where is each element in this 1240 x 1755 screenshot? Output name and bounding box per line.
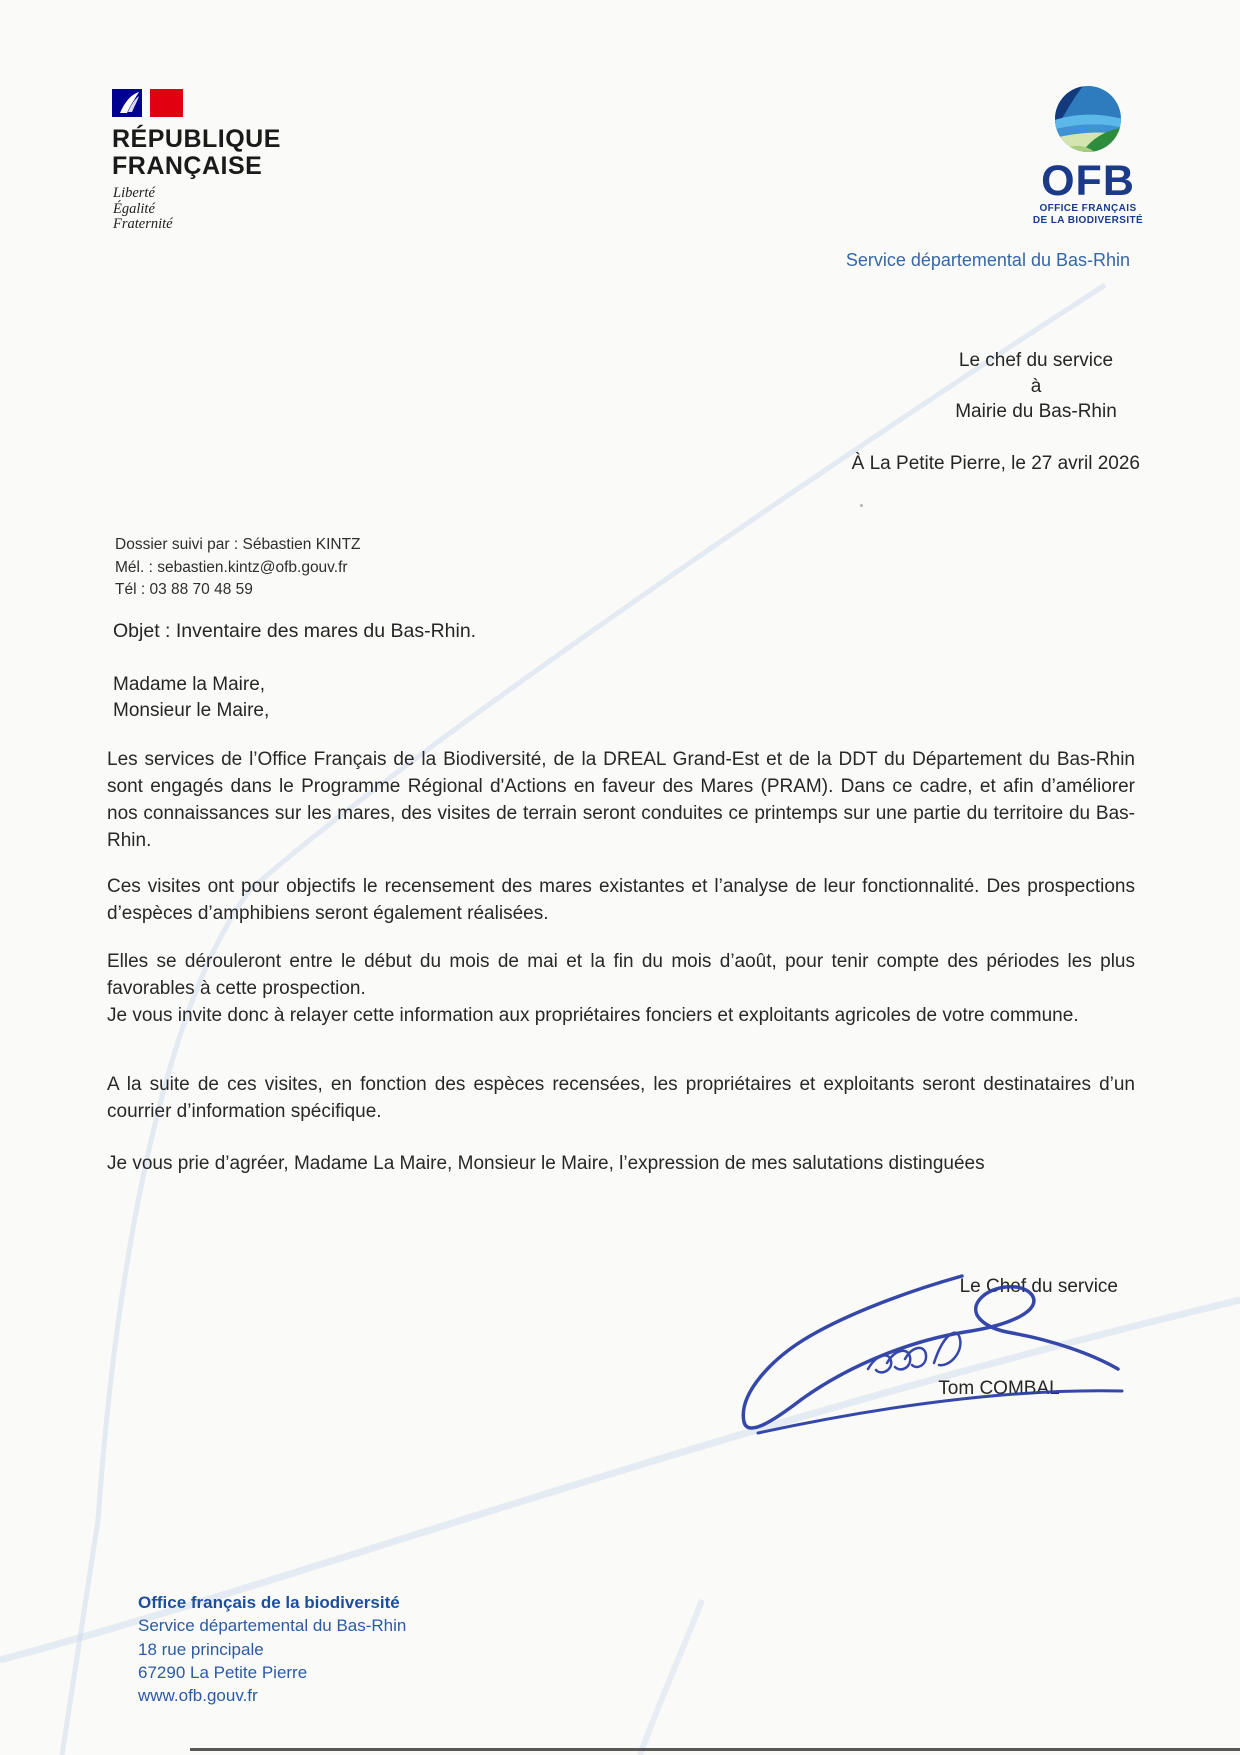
republique-line: RÉPUBLIQUE bbox=[112, 125, 281, 153]
ofb-name-line2: DE LA BIODIVERSITÉ bbox=[1032, 214, 1144, 226]
motto bbox=[113, 186, 173, 233]
motto-liberte: Liberté bbox=[113, 185, 155, 201]
addressee-title: Le chef du service bbox=[958, 350, 1114, 371]
scan-edge-line bbox=[190, 1748, 1240, 1751]
department-service-line: Service départemental du Bas-Rhin bbox=[845, 250, 1130, 270]
body-paragraph-1: Les services de l’Office Français de la Biodiversité, de la DREAL Grand-Est et de la DDT du Département du Bas-Rhin sont engagés dans le Programme Régional d'Actions en faveur des Mares (PRAM). Dans ce cadre, et afin d’améliorer nos connaissances sur les mares, des visites de terrain seront conduites ce printemps sur une partie du territoire du Bas-Rhin. bbox=[107, 749, 1135, 851]
footer-website: www.ofb.gouv.fr bbox=[138, 1686, 258, 1706]
contact-handler: Dossier suivi par : Sébastien KINTZ bbox=[115, 536, 361, 553]
ofb-logo bbox=[1018, 86, 1158, 226]
place-date-line: À La Petite Pierre, le 27 avril 2026 bbox=[851, 453, 1140, 474]
handwritten-signature bbox=[730, 1272, 1140, 1437]
footer-address-street: 18 rue principale bbox=[138, 1639, 264, 1659]
addressee-block bbox=[936, 348, 1136, 425]
footer-address-city: 67290 La Petite Pierre bbox=[138, 1662, 308, 1682]
republique-francaise-wordmark bbox=[112, 126, 281, 180]
contact-block bbox=[115, 534, 361, 602]
body-paragraph-4: A la suite de ces visites, en fonction des espèces recensées, les propriétaires et exploitants seront destinataires d’un courrier d’information spécifique. bbox=[107, 1074, 1135, 1122]
motto-fraternite: Fraternité bbox=[113, 216, 173, 232]
signature-name: Tom COMBAL bbox=[938, 1378, 1060, 1399]
ofb-name-line1: OFFICE FRANÇAIS bbox=[1039, 203, 1137, 214]
salutation-monsieur: Monsieur le Maire, bbox=[113, 699, 270, 721]
addressee-a: à bbox=[1030, 375, 1042, 397]
body-paragraph-2: Ces visites ont pour objectifs le recensement des mares existantes et l’analyse de leur fonctionnalité. Des prospections d’espèces d’amphibiens seront également réalisées. bbox=[107, 876, 1135, 924]
francaise-line: FRANÇAISE bbox=[112, 152, 263, 180]
motto-egalite: Égalité bbox=[113, 200, 155, 217]
addressee-name: Mairie du Bas-Rhin bbox=[955, 401, 1117, 422]
ofb-globe-icon bbox=[1055, 86, 1121, 152]
salutation-madame: Madame la Maire, bbox=[113, 674, 266, 695]
body-paragraph-3a: Elles se dérouleront entre le début du mois de mai et la fin du mois d’août, pour tenir compte des périodes les plus favorables à cette prospection. bbox=[107, 951, 1135, 999]
scan-speck bbox=[860, 504, 863, 507]
footer-org: Office français de la biodiversité bbox=[138, 1593, 400, 1612]
contact-email: Mél. : sebastien.kintz@ofb.gouv.fr bbox=[115, 558, 348, 576]
body-paragraph-3 bbox=[107, 948, 1135, 1029]
contact-phone: Tél : 03 88 70 48 59 bbox=[115, 581, 253, 598]
signature-title: Le Chef du service bbox=[959, 1276, 1118, 1297]
footer-service: Service départemental du Bas-Rhin bbox=[138, 1616, 407, 1636]
footer-block bbox=[138, 1591, 406, 1707]
ofb-acronym: OFB bbox=[1041, 157, 1135, 205]
body-paragraph-3b: Je vous invite donc à relayer cette information aux propriétaires fonciers et exploitants agricoles de votre commune. bbox=[107, 1005, 1079, 1026]
salutation-block bbox=[113, 672, 269, 723]
closing-paragraph: Je vous prie d’agréer, Madame La Maire, Monsieur le Maire, l’expression de mes salutations distinguées bbox=[107, 1153, 985, 1174]
subject-line: Objet : Inventaire des mares du Bas-Rhin. bbox=[113, 620, 477, 642]
french-flag-marianne-icon bbox=[112, 88, 184, 123]
